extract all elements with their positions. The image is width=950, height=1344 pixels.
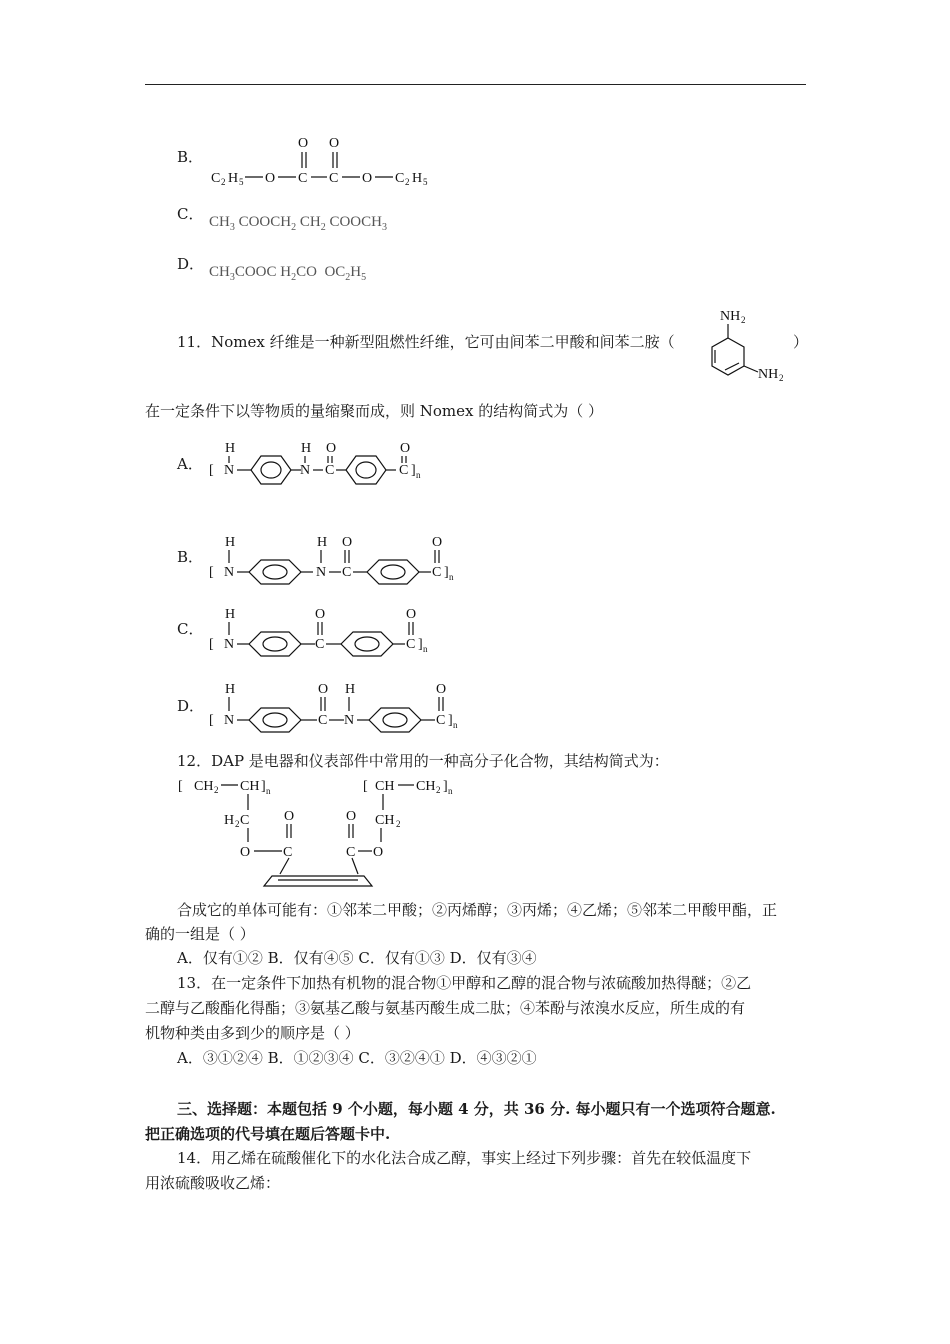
svg-text:C: C [436,713,446,728]
svg-text:2: 2 [779,373,784,383]
svg-text:N: N [224,637,235,652]
q10-option-c-label: C． [177,205,204,223]
svg-text:H: H [224,813,235,828]
svg-text:O: O [342,535,353,550]
svg-text:H: H [412,171,423,186]
svg-text:]: ] [448,713,453,728]
svg-text:C: C [298,171,308,186]
svg-text:n: n [449,572,454,582]
q11-option-b-label: B． [177,548,204,566]
q12-options: A．仅有①② B．仅有④⑤ C．仅有①③ D．仅有③④ [177,949,537,967]
svg-text:5: 5 [239,177,244,187]
q11-option-d-label: D． [177,697,205,715]
svg-text:n: n [453,720,458,730]
svg-text:O: O [436,682,447,697]
svg-text:CH: CH [194,779,214,794]
svg-text:]: ] [443,779,448,794]
svg-text:C: C [325,463,335,478]
q11-option-c-structure [205,602,445,662]
q14-line2: 用浓硫酸吸收乙烯： [145,1174,281,1192]
svg-text:NH: NH [720,309,741,324]
svg-text:2: 2 [221,177,226,187]
svg-text:C: C [240,813,250,828]
svg-text:[: [ [209,637,214,652]
dap-structure [176,770,476,895]
q11-option-a-label: A． [177,455,203,473]
svg-text:C: C [329,171,339,186]
q11-stem-close: ） [793,333,809,351]
svg-text:O: O [284,809,295,824]
svg-text:[: [ [178,779,183,794]
svg-text:H: H [225,607,236,622]
svg-text:H: H [228,171,239,186]
svg-text:O: O [432,535,443,550]
svg-text:N: N [224,713,235,728]
q13-options: A．③①②④ B．①②③④ C．③②④① D．④③②① [177,1049,537,1067]
svg-text:C: C [346,845,356,860]
svg-text:O: O [240,845,251,860]
svg-text:CH: CH [375,813,395,828]
svg-text:H: H [225,682,236,697]
svg-text:CH: CH [416,779,436,794]
q10-option-b-label: B． [177,148,204,166]
svg-text:N: N [344,713,355,728]
svg-text:H: H [317,535,328,550]
section3-heading-line2: 把正确选项的代号填在题后答题卡中. [145,1125,391,1143]
svg-text:n: n [448,786,453,796]
section3-heading-line1: 三、选择题：本题包括 9 个小题，每小题 4 分，共 36 分. 每小题只有一个选项符合题意. [177,1100,776,1118]
svg-text:N: N [224,565,235,580]
svg-text:2: 2 [405,177,410,187]
svg-text:C: C [315,637,325,652]
svg-text:[: [ [209,565,214,580]
q14-line1: 14．用乙烯在硫酸催化下的水化法合成乙醇，事实上经过下列步骤：首先在较低温度下 [177,1149,752,1167]
svg-text:C: C [432,565,442,580]
q11-stem-line1: 11．Nomex 纤维是一种新型阻燃性纤维，它可由间苯二甲酸和间苯二胺（ [177,333,675,351]
svg-text:O: O [265,171,276,186]
header-rule [145,84,806,85]
svg-text:N: N [316,565,327,580]
svg-text:2: 2 [436,785,441,795]
svg-text:O: O [329,136,340,151]
q10-option-b-structure [205,132,445,188]
q11-option-d-structure [205,676,475,736]
svg-text:H: H [225,535,236,550]
svg-text:]: ] [411,463,416,478]
svg-text:CH: CH [240,779,260,794]
svg-text:O: O [326,441,337,456]
svg-text:[: [ [363,779,368,794]
q11-option-c-label: C． [177,620,204,638]
svg-text:5: 5 [423,177,428,187]
svg-text:C: C [211,171,221,186]
svg-text:2: 2 [741,315,746,325]
svg-text:]: ] [418,637,423,652]
svg-text:O: O [362,171,373,186]
svg-text:n: n [423,644,428,654]
svg-text:H: H [301,441,312,456]
q10-option-d-label: D． [177,255,205,273]
svg-text:O: O [406,607,417,622]
q12-stem: 12．DAP 是电器和仪表部件中常用的一种高分子化合物，其结构简式为： [177,752,669,770]
q13-line1: 13．在一定条件下加热有机物的混合物①甲醇和乙醇的混合物与浓硫酸加热得醚；②乙 [177,974,752,992]
q11-option-a-structure [205,432,425,502]
svg-text:C: C [342,565,352,580]
svg-text:C: C [318,713,328,728]
svg-text:[: [ [209,713,214,728]
q10-option-d-formula: $CH_3COOC$ $H_2CO$ $OC_2H_5$ [209,264,367,283]
svg-text:C: C [283,845,293,860]
svg-text:C: C [395,171,405,186]
svg-text:2: 2 [214,785,219,795]
q13-line3: 机物种类由多到少的顺序是（ ） [145,1024,360,1042]
svg-text:[: [ [209,463,214,478]
q11-option-b-structure [205,530,465,590]
svg-text:]: ] [444,565,449,580]
svg-text:H: H [345,682,356,697]
q12-monomers-line2: 确的一组是（ ） [145,925,255,943]
svg-text:n: n [266,786,271,796]
q13-line2: 二醇与乙酸酯化得酯；③氨基乙酸与氨基丙酸生成二肽；④苯酚与浓溴水反应，所生成的有 [145,999,746,1017]
svg-text:2: 2 [396,819,401,829]
svg-text:C: C [406,637,416,652]
svg-text:C: C [399,463,409,478]
svg-text:CH: CH [375,779,395,794]
svg-text:O: O [346,809,357,824]
svg-text:O: O [400,441,411,456]
svg-text:NH: NH [758,367,779,382]
q12-monomers-line1: 合成它的单体可能有：①邻苯二甲酸；②丙烯醇；③丙烯；④乙烯；⑤邻苯二甲酸甲酯，正 [177,901,778,919]
svg-text:]: ] [261,779,266,794]
m-phenylenediamine-structure [700,300,800,390]
q10-option-c-formula: $CH_3$ $COOCH_2$ $CH_2$ $COOCH_3$ [209,214,387,233]
svg-text:N: N [300,463,311,478]
svg-text:2: 2 [235,819,240,829]
q11-stem-line2: 在一定条件下以等物质的量缩聚而成，则 Nomex 的结构简式为（ ） [145,402,604,420]
svg-text:H: H [225,441,236,456]
svg-text:O: O [315,607,326,622]
svg-text:n: n [416,470,421,480]
svg-text:O: O [298,136,309,151]
svg-text:N: N [224,463,235,478]
svg-text:O: O [373,845,384,860]
svg-text:O: O [318,682,329,697]
